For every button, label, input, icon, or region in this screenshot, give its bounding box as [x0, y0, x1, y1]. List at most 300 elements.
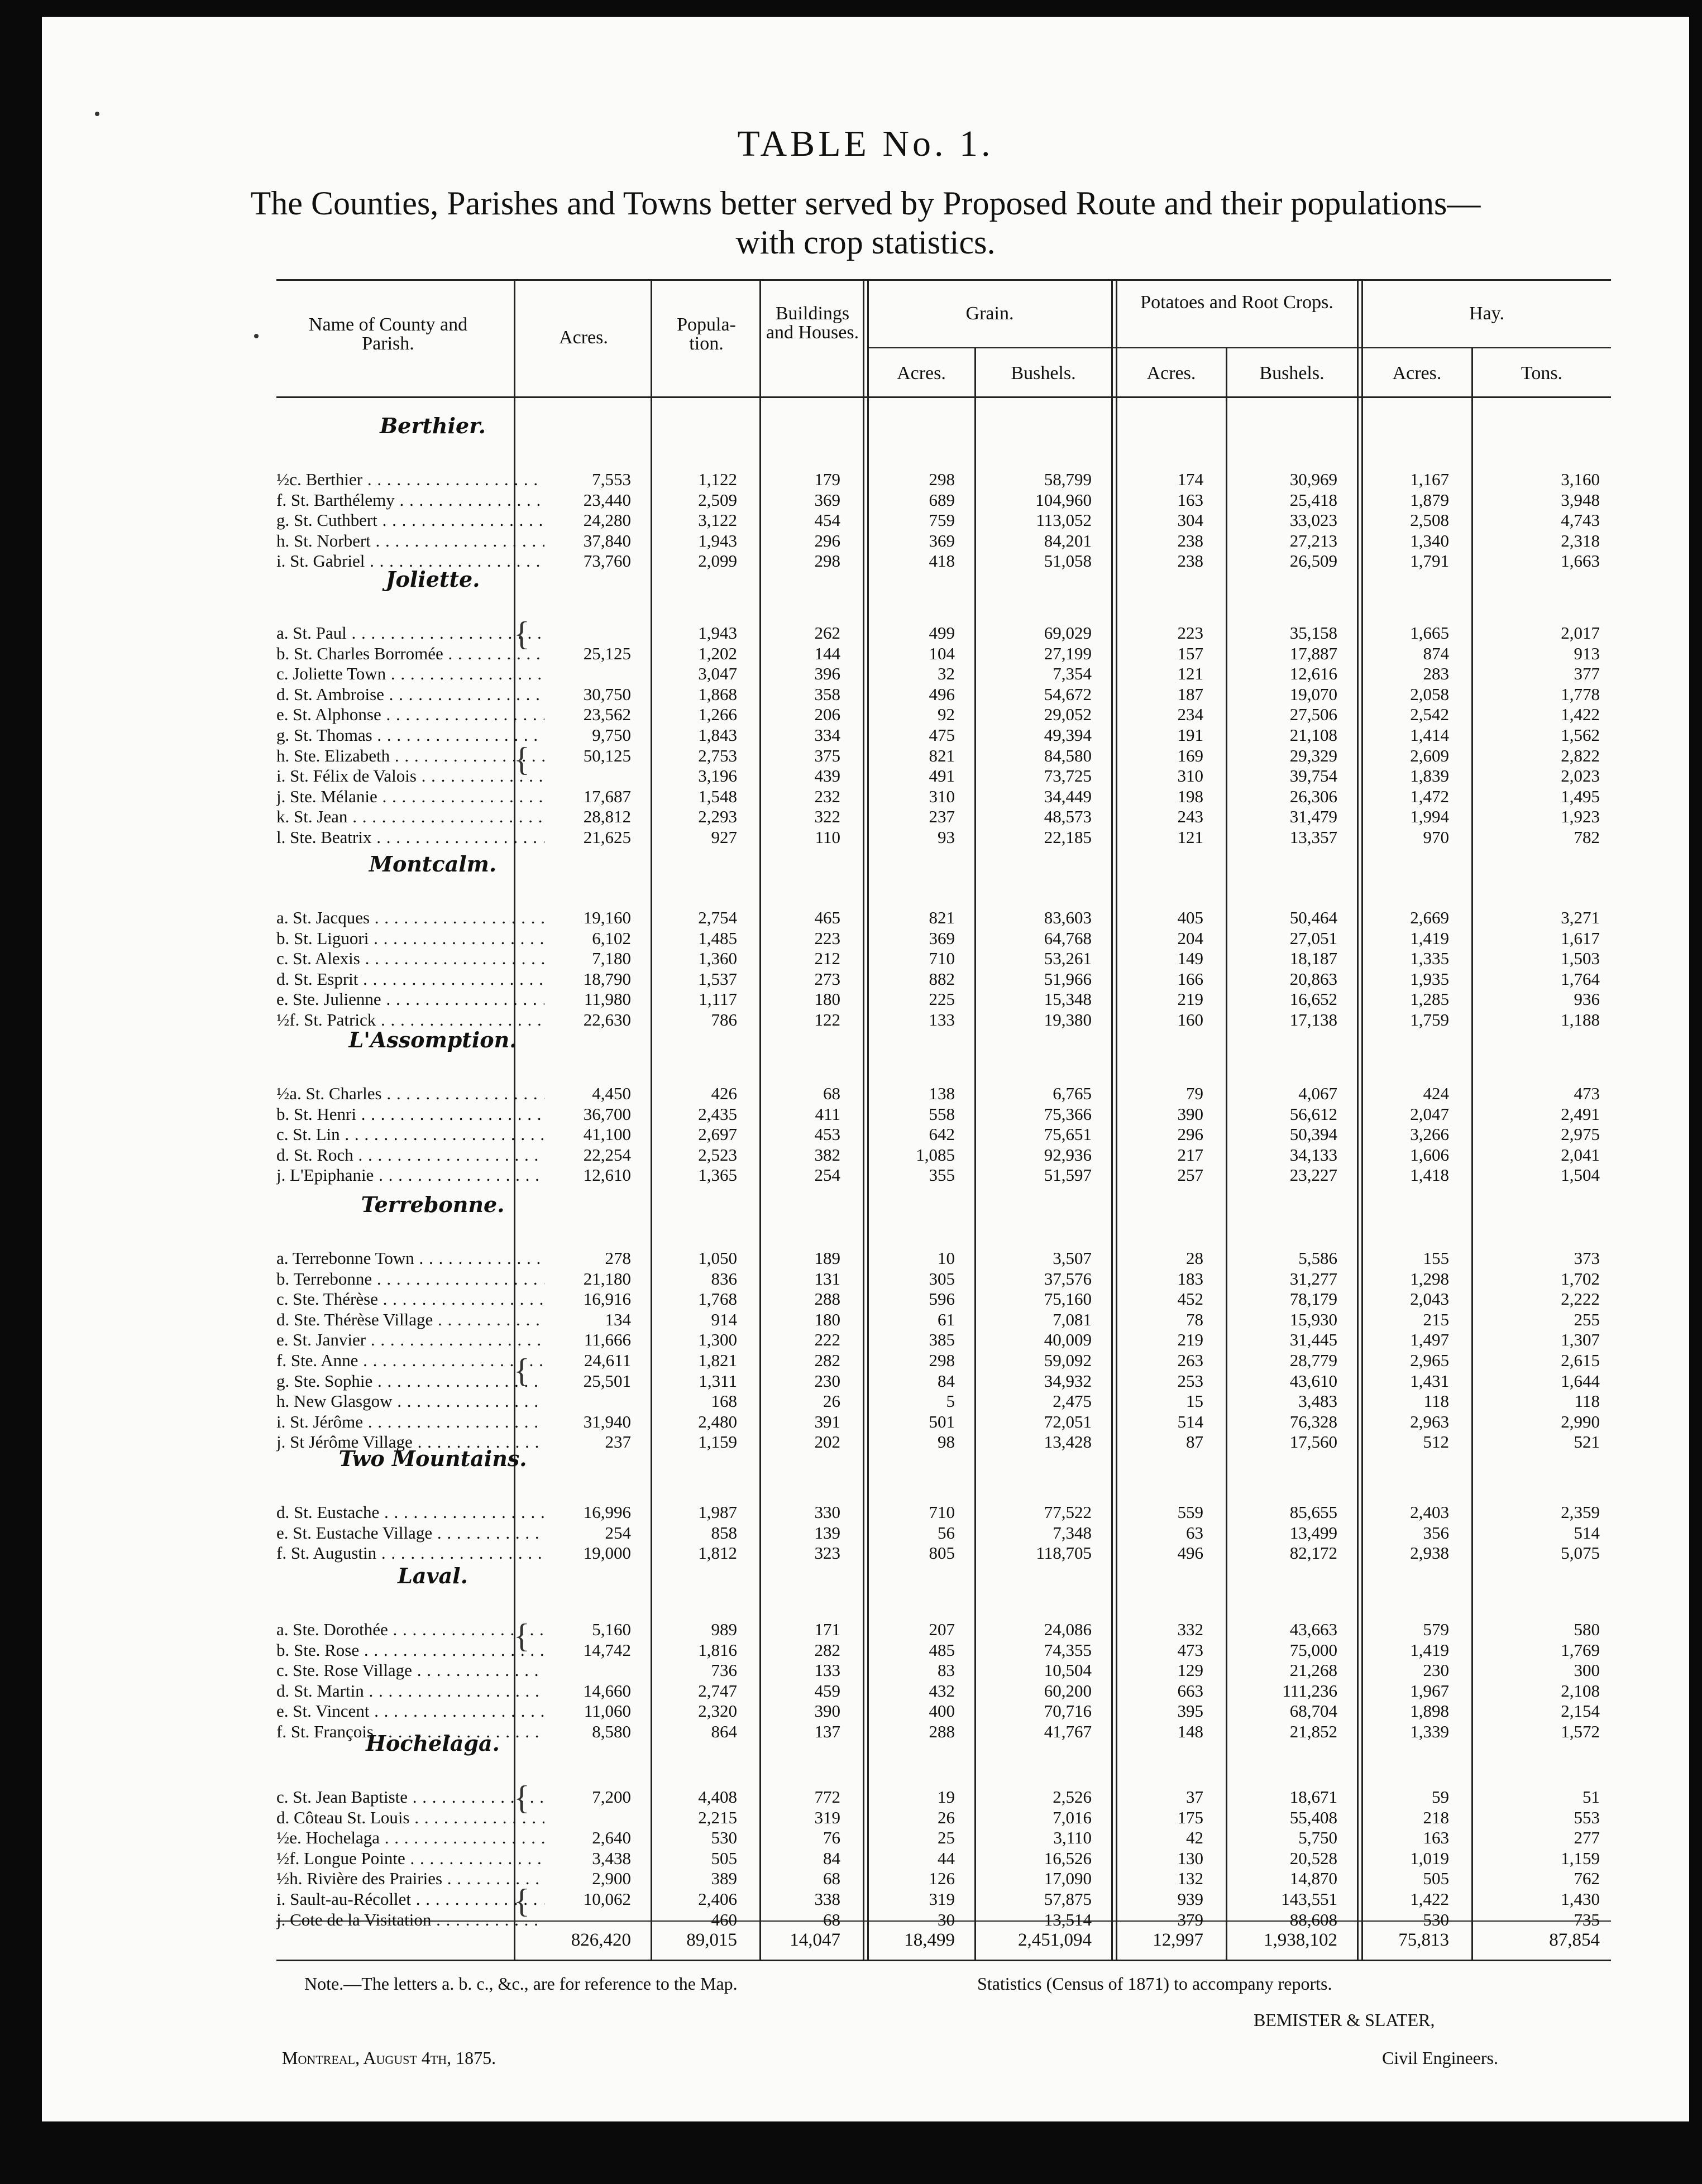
- cell-grain-acres: 207: [929, 1620, 955, 1639]
- cell-hay-acres: 530: [1423, 1909, 1449, 1929]
- cell-buildings: 282: [814, 1640, 840, 1660]
- cell-population: 1,159: [698, 1432, 737, 1452]
- cell-pot-acres: 163: [1177, 490, 1203, 510]
- cell-population: 2,435: [698, 1104, 737, 1124]
- cell-buildings: 772: [814, 1787, 840, 1807]
- table-row: [42, 1502, 1689, 1522]
- cell-buildings: 68: [823, 1869, 840, 1889]
- cell-grain-acres: 385: [929, 1330, 955, 1350]
- cell-population: 1,821: [698, 1350, 737, 1370]
- cell-hay-acres: 2,047: [1410, 1104, 1449, 1124]
- table-row: [42, 1660, 1689, 1680]
- cell-acres: 19,160: [583, 908, 631, 927]
- cell-population: 530: [711, 1828, 737, 1848]
- cell-acres: 22,254: [583, 1144, 631, 1165]
- cell-grain-bushels: 74,355: [1044, 1640, 1092, 1660]
- parish-name: b. Ste. Rose . . .: [276, 1640, 544, 1660]
- cell-acres: 11,060: [584, 1701, 631, 1721]
- cell-buildings: 212: [814, 949, 840, 969]
- total-buildings: 14,047: [790, 1930, 840, 1950]
- cell-pot-acres: 395: [1177, 1701, 1203, 1721]
- cell-hay-tons: 1,702: [1561, 1268, 1600, 1289]
- cell-hay-acres: 512: [1423, 1432, 1449, 1452]
- cell-acres: 16,996: [583, 1502, 631, 1522]
- cell-population: 1,050: [698, 1248, 737, 1268]
- cell-grain-acres: 5: [946, 1391, 955, 1411]
- table-row: [42, 989, 1689, 1009]
- parish-name: ½a. St. Charles . . .: [276, 1083, 544, 1104]
- cell-hay-acres: 3,266: [1410, 1124, 1449, 1144]
- cell-hay-acres: 356: [1423, 1522, 1449, 1543]
- statistics-note: Statistics (Census of 1871) to accompany reports.: [977, 1974, 1332, 1994]
- cell-acres: 11,980: [584, 989, 631, 1009]
- cell-pot-acres: 219: [1177, 989, 1203, 1009]
- table-row: [42, 1807, 1689, 1828]
- cell-hay-tons: 1,307: [1561, 1330, 1600, 1350]
- firm-name: BEMISTER & SLATER,: [1254, 2010, 1435, 2030]
- cell-pot-bushels: 43,610: [1289, 1371, 1337, 1391]
- cell-hay-acres: 59: [1432, 1787, 1449, 1807]
- table-row: [42, 684, 1689, 705]
- table-row: [42, 745, 1689, 766]
- cell-grain-bushels: 37,576: [1044, 1268, 1092, 1289]
- table-row: [42, 1165, 1689, 1185]
- cell-hay-tons: 1,769: [1561, 1640, 1600, 1660]
- cell-acres: 19,000: [583, 1543, 631, 1563]
- cell-buildings: 189: [814, 1248, 840, 1268]
- cell-pot-acres: 87: [1186, 1432, 1203, 1452]
- table-row: [42, 928, 1689, 949]
- cell-hay-tons: 1,503: [1561, 949, 1600, 969]
- table-row: [42, 643, 1689, 664]
- table-title: TABLE No. 1.: [737, 123, 994, 164]
- cell-population: 2,697: [698, 1124, 737, 1144]
- header-name: Name of County and Parish.: [308, 314, 468, 354]
- cell-pot-acres: 79: [1186, 1084, 1203, 1103]
- cell-pot-acres: 15: [1186, 1391, 1203, 1411]
- cell-population: 989: [711, 1620, 737, 1639]
- cell-hay-tons: 2,017: [1561, 623, 1600, 643]
- cell-pot-acres: 238: [1177, 551, 1203, 571]
- cell-hay-tons: 521: [1574, 1432, 1600, 1452]
- parish-name: i. St. Félix de Valois . . .: [276, 765, 544, 786]
- cell-pot-acres: 149: [1177, 949, 1203, 969]
- cell-buildings: 411: [815, 1104, 840, 1124]
- cell-grain-bushels: 7,354: [1053, 664, 1092, 684]
- cell-grain-acres: 501: [929, 1411, 955, 1431]
- cell-hay-acres: 1,791: [1410, 551, 1449, 571]
- cell-acres: 4,450: [592, 1084, 631, 1103]
- cell-hay-tons: 2,041: [1561, 1144, 1600, 1165]
- cell-pot-bushels: 26,306: [1289, 786, 1337, 806]
- cell-acres: 41,100: [583, 1124, 631, 1144]
- cell-pot-acres: 304: [1177, 510, 1203, 530]
- cell-population: 389: [711, 1869, 737, 1889]
- cell-acres: 278: [605, 1248, 631, 1268]
- cell-hay-tons: 2,023: [1561, 766, 1600, 786]
- cell-buildings: 144: [814, 643, 840, 663]
- cell-grain-bushels: 16,526: [1044, 1848, 1092, 1868]
- table-row: [42, 1868, 1689, 1889]
- cell-grain-bushels: 70,716: [1044, 1701, 1092, 1721]
- cell-buildings: 439: [814, 766, 840, 786]
- cell-hay-acres: 1,419: [1410, 1640, 1449, 1660]
- cell-hay-tons: 2,615: [1561, 1350, 1600, 1370]
- cell-hay-tons: 2,318: [1561, 530, 1600, 550]
- cell-pot-acres: 130: [1177, 1848, 1203, 1868]
- cell-hay-tons: 913: [1574, 643, 1600, 663]
- cell-hay-tons: 2,222: [1561, 1289, 1600, 1309]
- cell-grain-acres: 288: [929, 1722, 955, 1741]
- cell-pot-bushels: 82,172: [1289, 1543, 1337, 1563]
- cell-hay-acres: 1,340: [1410, 530, 1449, 550]
- cell-buildings: 202: [814, 1432, 840, 1452]
- total-hay-tons: 87,854: [1549, 1930, 1600, 1950]
- cell-pot-bushels: 27,213: [1289, 530, 1337, 550]
- cell-buildings: 396: [814, 664, 840, 684]
- cell-population: 1,943: [698, 623, 737, 643]
- cell-grain-acres: 126: [929, 1869, 955, 1889]
- cell-grain-bushels: 3,507: [1053, 1248, 1092, 1268]
- cell-acres: 5,160: [592, 1620, 631, 1639]
- parish-name: l. Ste. Beatrix . . .: [276, 827, 544, 847]
- cell-acres: 22,630: [583, 1010, 631, 1029]
- cell-hay-acres: 1,019: [1410, 1848, 1449, 1868]
- cell-hay-tons: 4,743: [1561, 510, 1600, 530]
- cell-population: 168: [711, 1391, 737, 1411]
- cell-pot-bushels: 35,158: [1289, 623, 1337, 643]
- cell-pot-acres: 157: [1177, 643, 1203, 663]
- table-row: [42, 907, 1689, 928]
- cell-grain-acres: 496: [929, 684, 955, 704]
- cell-buildings: 84: [823, 1848, 840, 1868]
- table-row: [42, 1083, 1689, 1104]
- table-row: [42, 1124, 1689, 1144]
- parish-name: j. Cote de la Visitation . . .: [276, 1909, 544, 1930]
- parish-name: b. St. Liguori . . .: [276, 928, 544, 949]
- cell-hay-acres: 1,472: [1410, 786, 1449, 806]
- cell-hay-tons: 2,822: [1561, 745, 1600, 765]
- cell-buildings: 358: [814, 684, 840, 704]
- cell-pot-bushels: 12,616: [1289, 664, 1337, 684]
- cell-hay-acres: 1,339: [1410, 1722, 1449, 1741]
- cell-acres: 14,742: [583, 1640, 631, 1660]
- cell-pot-acres: 183: [1177, 1268, 1203, 1289]
- parish-name: c. Ste. Thérèse . . .: [276, 1289, 544, 1309]
- cell-pot-acres: 148: [1177, 1722, 1203, 1741]
- cell-hay-acres: 215: [1423, 1309, 1449, 1329]
- cell-buildings: 26: [823, 1391, 840, 1411]
- parish-name: b. St. Henri . . .: [276, 1104, 544, 1124]
- cell-grain-bushels: 64,768: [1044, 928, 1092, 948]
- cell-grain-acres: 19: [938, 1787, 955, 1807]
- cell-hay-tons: 1,778: [1561, 684, 1600, 704]
- table-row: [42, 1391, 1689, 1411]
- cell-grain-bushels: 84,580: [1044, 745, 1092, 765]
- header-grain-acres: Acres.: [897, 363, 946, 384]
- cell-pot-bushels: 29,329: [1289, 745, 1337, 765]
- cell-hay-acres: 283: [1423, 664, 1449, 684]
- cell-grain-acres: 93: [938, 827, 955, 847]
- cell-pot-bushels: 27,506: [1289, 705, 1337, 725]
- brace: {: [514, 741, 530, 778]
- cell-pot-acres: 121: [1177, 827, 1203, 847]
- cell-population: 1,548: [698, 786, 737, 806]
- cell-acres: 14,660: [583, 1680, 631, 1701]
- cell-pot-acres: 121: [1177, 664, 1203, 684]
- cell-buildings: 323: [814, 1543, 840, 1563]
- cell-grain-acres: 83: [938, 1660, 955, 1680]
- header-potato-acres: Acres.: [1146, 363, 1196, 384]
- cell-population: 2,320: [698, 1701, 737, 1721]
- parish-name: h. Ste. Elizabeth . . .: [276, 745, 544, 766]
- table-row: [42, 1543, 1689, 1563]
- table-row: [42, 1701, 1689, 1721]
- cell-acres: 21,625: [583, 827, 631, 847]
- parish-name: j. Ste. Mélanie . . .: [276, 786, 544, 807]
- parish-name: ½c. Berthier . . .: [276, 469, 544, 490]
- rule-top: [276, 279, 1611, 281]
- cell-hay-acres: 1,431: [1410, 1371, 1449, 1391]
- parish-name: i. St. Gabriel . . .: [276, 550, 544, 571]
- document-page: [42, 17, 1689, 2121]
- cell-hay-acres: 2,963: [1410, 1411, 1449, 1431]
- cell-population: 786: [711, 1010, 737, 1029]
- cell-hay-acres: 1,665: [1410, 623, 1449, 643]
- cell-grain-acres: 499: [929, 623, 955, 643]
- cell-acres: 254: [605, 1522, 631, 1543]
- cell-hay-tons: 300: [1574, 1660, 1600, 1680]
- cell-grain-bushels: 75,366: [1044, 1104, 1092, 1124]
- cell-pot-bushels: 28,779: [1289, 1350, 1337, 1370]
- cell-hay-acres: 1,335: [1410, 949, 1449, 969]
- cell-population: 2,099: [698, 551, 737, 571]
- county-heading: Montcalm.: [369, 851, 497, 877]
- cell-pot-acres: 219: [1177, 1330, 1203, 1350]
- cell-acres: 16,916: [583, 1289, 631, 1309]
- cell-hay-tons: 936: [1574, 989, 1600, 1009]
- parish-name: a. St. Paul . . .: [276, 622, 544, 643]
- parish-name: c. Joliette Town . . .: [276, 663, 544, 684]
- cell-hay-tons: 473: [1574, 1084, 1600, 1103]
- cell-population: 2,509: [698, 490, 737, 510]
- cell-buildings: 76: [823, 1828, 840, 1848]
- cell-hay-tons: 5,075: [1561, 1543, 1600, 1563]
- header-acres: Acres.: [559, 327, 608, 348]
- cell-grain-acres: 98: [938, 1432, 955, 1452]
- table-row: [42, 704, 1689, 725]
- cell-grain-acres: 138: [929, 1084, 955, 1103]
- cell-buildings: 465: [814, 908, 840, 927]
- total-grain-bushels: 2,451,094: [1018, 1930, 1092, 1950]
- table-row: [42, 969, 1689, 989]
- cell-buildings: 254: [814, 1165, 840, 1185]
- cell-population: 836: [711, 1268, 737, 1289]
- cell-population: 426: [711, 1084, 737, 1103]
- cell-buildings: 68: [823, 1909, 840, 1929]
- cell-grain-bushels: 51,597: [1044, 1165, 1092, 1185]
- cell-pot-bushels: 15,930: [1289, 1309, 1337, 1329]
- cell-hay-acres: 1,497: [1410, 1330, 1449, 1350]
- cell-buildings: 296: [814, 530, 840, 550]
- map-note: Note.—The letters a. b. c., &c., are for reference to the Map.: [304, 1974, 738, 1994]
- table-row: [42, 1309, 1689, 1330]
- cell-grain-acres: 298: [929, 470, 955, 489]
- parish-name: k. St. Jean . . .: [276, 806, 544, 827]
- header-buildings: Buildings and Houses.: [766, 303, 859, 343]
- cell-hay-acres: 2,403: [1410, 1502, 1449, 1522]
- cell-acres: 9,750: [592, 725, 631, 745]
- cell-buildings: 273: [814, 969, 840, 989]
- cell-grain-bushels: 75,160: [1044, 1289, 1092, 1309]
- cell-pot-acres: 129: [1177, 1660, 1203, 1680]
- cell-buildings: 453: [814, 1124, 840, 1144]
- parish-name: j. L'Epiphanie . . .: [276, 1165, 544, 1185]
- cell-hay-tons: 2,154: [1561, 1701, 1600, 1721]
- table-row: [42, 1909, 1689, 1930]
- parish-name: a. St. Jacques . . .: [276, 907, 544, 928]
- cell-grain-bushels: 59,092: [1044, 1350, 1092, 1370]
- cell-grain-acres: 61: [938, 1309, 955, 1329]
- cell-population: 1,943: [698, 530, 737, 550]
- parish-name: g. St. Cuthbert . . .: [276, 510, 544, 530]
- cell-buildings: 131: [814, 1268, 840, 1289]
- cell-hay-acres: 1,606: [1410, 1144, 1449, 1165]
- county-heading: Two Mountains.: [338, 1446, 527, 1471]
- cell-pot-bushels: 17,138: [1289, 1010, 1337, 1029]
- place-date: Montreal, August 4th, 1875.: [282, 2048, 496, 2068]
- cell-buildings: 282: [814, 1350, 840, 1370]
- cell-hay-acres: 1,935: [1410, 969, 1449, 989]
- cell-population: 1,266: [698, 705, 737, 725]
- cell-buildings: 133: [814, 1660, 840, 1680]
- scan-speck: [254, 334, 259, 338]
- cell-grain-acres: 369: [929, 530, 955, 550]
- cell-grain-acres: 805: [929, 1543, 955, 1563]
- table-row: [42, 786, 1689, 807]
- cell-hay-tons: 1,422: [1561, 705, 1600, 725]
- cell-hay-acres: 970: [1423, 827, 1449, 847]
- cell-pot-bushels: 26,509: [1289, 551, 1337, 571]
- cell-buildings: 334: [814, 725, 840, 745]
- cell-pot-acres: 217: [1177, 1144, 1203, 1165]
- cell-pot-acres: 379: [1177, 1909, 1203, 1929]
- cell-hay-acres: 218: [1423, 1807, 1449, 1827]
- cell-acres: 37,840: [583, 530, 631, 550]
- cell-grain-bushels: 19,380: [1044, 1010, 1092, 1029]
- cell-pot-acres: 310: [1177, 766, 1203, 786]
- cell-population: 3,196: [698, 766, 737, 786]
- table-row: [42, 1889, 1689, 1909]
- cell-buildings: 375: [814, 745, 840, 765]
- cell-grain-acres: 369: [929, 928, 955, 948]
- cell-acres: 23,440: [583, 490, 631, 510]
- parish-name: b. Terrebonne . . .: [276, 1268, 544, 1289]
- cell-pot-acres: 473: [1177, 1640, 1203, 1660]
- brace: {: [514, 615, 530, 652]
- cell-pot-bushels: 39,754: [1289, 766, 1337, 786]
- parish-name: c. St. Lin . . .: [276, 1124, 544, 1144]
- cell-pot-bushels: 5,586: [1298, 1248, 1337, 1268]
- parish-name: b. St. Charles Borromée . . .: [276, 643, 544, 664]
- totals-row: [42, 1930, 1689, 1951]
- cell-pot-acres: 175: [1177, 1807, 1203, 1827]
- brace: {: [514, 1617, 530, 1654]
- rule-bottom: [276, 1960, 1611, 1961]
- cell-acres: 18,790: [583, 969, 631, 989]
- header-population: Popula- tion.: [677, 314, 736, 354]
- table-row: [42, 622, 1689, 643]
- header-potatoes: Potatoes and Root Crops.: [1140, 292, 1333, 313]
- cell-acres: 6,102: [592, 928, 631, 948]
- cell-hay-tons: 1,495: [1561, 786, 1600, 806]
- cell-grain-acres: 133: [929, 1010, 955, 1029]
- cell-grain-acres: 596: [929, 1289, 955, 1309]
- table-row: [42, 765, 1689, 786]
- cell-hay-tons: 1,644: [1561, 1371, 1600, 1391]
- cell-hay-acres: 1,759: [1410, 1010, 1449, 1029]
- parish-name: c. Ste. Rose Village . . .: [276, 1660, 544, 1680]
- cell-acres: 10,062: [583, 1889, 631, 1909]
- cell-population: 914: [711, 1309, 737, 1329]
- cell-pot-bushels: 33,023: [1289, 510, 1337, 530]
- cell-pot-bushels: 23,227: [1289, 1165, 1337, 1185]
- cell-pot-bushels: 17,560: [1289, 1432, 1337, 1452]
- county-heading: Berthier.: [380, 413, 486, 438]
- cell-hay-tons: 2,359: [1561, 1502, 1600, 1522]
- table-row: [42, 490, 1689, 510]
- cell-hay-acres: 1,285: [1410, 989, 1449, 1009]
- cell-pot-acres: 390: [1177, 1104, 1203, 1124]
- cell-acres: 134: [605, 1309, 631, 1329]
- parish-name: ½f. Longue Pointe . . .: [276, 1848, 544, 1869]
- cell-pot-acres: 452: [1177, 1289, 1203, 1309]
- parish-name: c. St. Alexis . . .: [276, 948, 544, 969]
- cell-grain-acres: 475: [929, 725, 955, 745]
- cell-pot-acres: 160: [1177, 1010, 1203, 1029]
- cell-grain-acres: 1,085: [916, 1144, 955, 1165]
- table-row: [42, 1522, 1689, 1543]
- cell-grain-bushels: 3,110: [1053, 1828, 1092, 1848]
- cell-hay-acres: 163: [1423, 1828, 1449, 1848]
- header-hay-acres: Acres.: [1392, 363, 1442, 384]
- cell-population: 2,293: [698, 807, 737, 827]
- table-row: [42, 1411, 1689, 1432]
- cell-buildings: 262: [814, 623, 840, 643]
- header-grain-bushels: Bushels.: [1011, 363, 1076, 384]
- cell-hay-tons: 3,948: [1561, 490, 1600, 510]
- cell-grain-bushels: 13,514: [1044, 1909, 1092, 1929]
- cell-hay-tons: 1,159: [1561, 1848, 1600, 1868]
- cell-grain-bushels: 6,765: [1053, 1084, 1092, 1103]
- cell-grain-bushels: 72,051: [1044, 1411, 1092, 1431]
- cell-pot-bushels: 75,000: [1289, 1640, 1337, 1660]
- cell-pot-bushels: 21,108: [1289, 725, 1337, 745]
- rule-subheader: [868, 347, 1611, 348]
- cell-hay-tons: 3,271: [1561, 908, 1600, 927]
- cell-acres: 8,580: [592, 1722, 631, 1741]
- cell-acres: 25,125: [583, 643, 631, 663]
- cell-pot-bushels: 68,704: [1289, 1701, 1337, 1721]
- county-heading: Laval.: [398, 1563, 468, 1588]
- cell-buildings: 139: [814, 1522, 840, 1543]
- cell-pot-bushels: 50,464: [1289, 908, 1337, 927]
- cell-population: 736: [711, 1660, 737, 1680]
- cell-acres: 12,610: [583, 1165, 631, 1185]
- cell-acres: 3,438: [592, 1848, 631, 1868]
- cell-grain-acres: 25: [938, 1828, 955, 1848]
- cell-grain-acres: 305: [929, 1268, 955, 1289]
